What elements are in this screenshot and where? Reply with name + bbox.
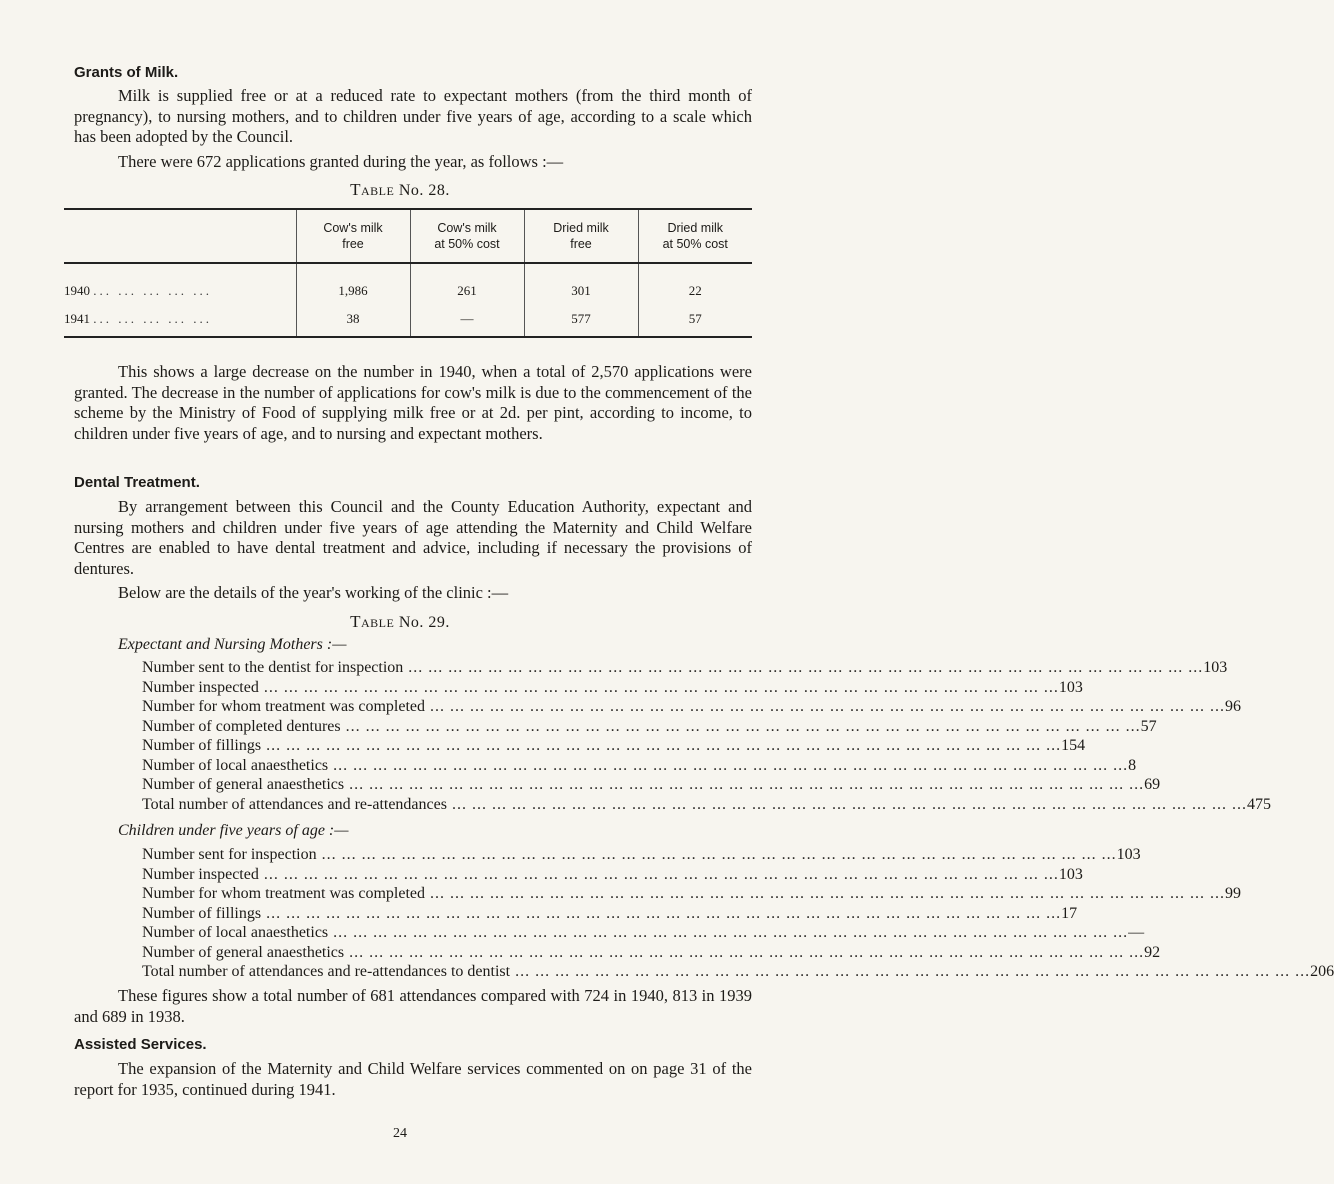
list-item — [142, 775, 1161, 795]
children-list — [142, 845, 1334, 982]
list-item — [142, 943, 1161, 963]
list-item — [142, 658, 1228, 678]
table-cell: 261 — [410, 263, 524, 305]
list-item — [142, 756, 1137, 776]
item-value: 57 — [1140, 717, 1157, 735]
header-line: Cow's milk — [323, 221, 383, 235]
table-cell: 577 — [524, 305, 638, 337]
leader-dots: ... ... ... ... ... — [93, 283, 212, 298]
grants-paragraph-3: This shows a large decrease on the number in 1940, when a total of 2,570 applications were granted. The decrease in the number of applications for cow's milk is due to the commencement of the scheme by the Ministry of Food of supplying milk free or at 2d. per pint, according to income, to children under five years of age, and to nursing and expectant mothers. — [74, 362, 752, 443]
header-blank — [64, 209, 296, 263]
item-label: Number for whom treatment was completed — [142, 698, 426, 715]
item-value: 69 — [1144, 776, 1161, 793]
table-row — [64, 263, 752, 305]
list-item — [142, 736, 1086, 756]
grants-heading: Grants of Milk. — [74, 64, 179, 81]
item-value: 96 — [1225, 698, 1242, 715]
year-cell — [64, 305, 296, 337]
list-item — [142, 845, 1141, 865]
leader-dots: ... ... ... ... ... ... ... ... ... ... ... ... ... ... ... ... ... ... ... ... ... ... ... ... ... ... ... ... ... ... ... ... ... ... ... ... ... ... ... ... — [403, 659, 1204, 676]
milk-grants-table — [64, 208, 752, 338]
table-28-caption-number: No. 28. — [398, 182, 450, 199]
header-cell — [524, 209, 638, 263]
leader-dots: ... ... ... ... ... — [93, 311, 212, 326]
list-item — [142, 962, 1334, 982]
table-header-row — [64, 209, 752, 263]
item-value: 475 — [1246, 795, 1271, 813]
item-value: 154 — [1061, 737, 1086, 754]
assisted-heading: Assisted Services. — [74, 1036, 207, 1053]
dental-paragraph-2: Below are the details of the year's working of the clinic :— — [118, 583, 509, 602]
item-label: Total number of attendances and re-attendances to dentist — [142, 963, 511, 980]
dental-paragraph-3: These figures show a total number of 681 attendances compared with 724 in 1940, 813 in 1939 and 689 in 1938. — [74, 986, 752, 1026]
table-cell: 57 — [638, 305, 752, 337]
list-item — [142, 795, 1271, 815]
grants-paragraph-2: There were 672 applications granted during the year, as follows :— — [118, 152, 564, 171]
item-value: 103 — [1116, 846, 1141, 863]
item-value: 103 — [1058, 865, 1083, 883]
header-line: Dried milk — [553, 221, 609, 235]
leader-dots: ... ... ... ... ... ... ... ... ... ... ... ... ... ... ... ... ... ... ... ... ... ... ... ... ... ... ... ... ... ... ... ... ... ... ... ... ... ... ... ... — [258, 678, 1059, 696]
year-label: 1941 — [64, 311, 90, 326]
table-cell: 301 — [524, 263, 638, 305]
grants-paragraph-1: Milk is supplied free or at a reduced rate to expectant mothers (from the third month of pregnancy), to nursing mothers, and to children under five years of age, according to a scale which has been adopted by the Council. — [74, 86, 752, 146]
item-label: Number inspected — [142, 865, 259, 883]
leader-dots: ... ... ... ... ... ... ... ... ... ... ... ... ... ... ... ... ... ... ... ... ... ... ... ... ... ... ... ... ... ... ... ... ... ... ... ... ... ... ... ... — [328, 924, 1129, 941]
table-cell: 1,986 — [296, 263, 410, 305]
item-label: Number of general anaesthetics — [142, 776, 345, 793]
item-label: Number sent to the dentist for inspection — [142, 659, 404, 676]
leader-dots: ... ... ... ... ... ... ... ... ... ... ... ... ... ... ... ... ... ... ... ... ... ... ... ... ... ... ... ... ... ... ... ... ... ... ... ... ... ... ... ... — [344, 776, 1145, 793]
year-label: 1940 — [64, 283, 90, 298]
item-value: — — [1128, 924, 1145, 941]
item-label: Number of local anaesthetics — [142, 756, 329, 774]
header-line: free — [570, 237, 592, 251]
header-line: at 50% cost — [662, 237, 728, 251]
list-item — [142, 865, 1083, 885]
item-label: Number of fillings — [142, 904, 262, 922]
item-value: 206 — [1310, 963, 1334, 980]
header-line: at 50% cost — [434, 237, 500, 251]
leader-dots: ... ... ... ... ... ... ... ... ... ... ... ... ... ... ... ... ... ... ... ... ... ... ... ... ... ... ... ... ... ... ... ... ... ... ... ... ... ... ... ... — [316, 846, 1117, 863]
mothers-list — [142, 658, 1271, 814]
list-item — [142, 904, 1078, 924]
list-item — [142, 717, 1157, 737]
header-cell — [410, 209, 524, 263]
page-number: 24 — [393, 1126, 407, 1141]
table-cell: — — [410, 305, 524, 337]
item-label: Number sent for inspection — [142, 846, 317, 863]
list-item — [142, 923, 1145, 943]
leader-dots: ... ... ... ... ... ... ... ... ... ... ... ... ... ... ... ... ... ... ... ... ... ... ... ... ... ... ... ... ... ... ... ... ... ... ... ... ... ... ... ... — [261, 737, 1062, 754]
leader-dots: ... ... ... ... ... ... ... ... ... ... ... ... ... ... ... ... ... ... ... ... ... ... ... ... ... ... ... ... ... ... ... ... ... ... ... ... ... ... ... ... — [261, 904, 1062, 922]
list-item — [142, 697, 1242, 717]
item-label: Number of completed dentures — [142, 717, 341, 735]
header-line: free — [342, 237, 364, 251]
leader-dots: ... ... ... ... ... ... ... ... ... ... ... ... ... ... ... ... ... ... ... ... ... ... ... ... ... ... ... ... ... ... ... ... ... ... ... ... ... ... ... ... — [340, 717, 1141, 735]
table-28-caption-word: Table — [350, 180, 395, 199]
dental-paragraph-1: By arrangement between this Council and the County Education Authority, expectant and nursing mothers and children under five years of age attending the Maternity and Child Welfare Centres are enabled to have dental treatment and advice, including if necessary the provisions of dentures. — [74, 497, 752, 578]
leader-dots: ... ... ... ... ... ... ... ... ... ... ... ... ... ... ... ... ... ... ... ... ... ... ... ... ... ... ... ... ... ... ... ... ... ... ... ... ... ... ... ... — [258, 865, 1059, 883]
item-label: Number of fillings — [142, 737, 262, 754]
item-value: 103 — [1203, 659, 1228, 676]
item-label: Number of general anaesthetics — [142, 943, 345, 961]
header-line: Dried milk — [667, 221, 724, 235]
leader-dots: ... ... ... ... ... ... ... ... ... ... ... ... ... ... ... ... ... ... ... ... ... ... ... ... ... ... ... ... ... ... ... ... ... ... ... ... ... ... ... ... — [425, 698, 1226, 715]
leader-dots: ... ... ... ... ... ... ... ... ... ... ... ... ... ... ... ... ... ... ... ... ... ... ... ... ... ... ... ... ... ... ... ... ... ... ... ... ... ... ... ... — [328, 756, 1129, 774]
table-cell: 22 — [638, 263, 752, 305]
item-value: 8 — [1128, 756, 1137, 774]
leader-dots: ... ... ... ... ... ... ... ... ... ... ... ... ... ... ... ... ... ... ... ... ... ... ... ... ... ... ... ... ... ... ... ... ... ... ... ... ... ... ... ... — [510, 963, 1311, 980]
item-value: 92 — [1144, 943, 1161, 961]
table-cell: 38 — [296, 305, 410, 337]
item-value: 99 — [1225, 885, 1242, 902]
table-29-caption — [0, 612, 800, 632]
header-line: Cow's milk — [437, 221, 497, 235]
table-28-caption — [0, 180, 800, 200]
leader-dots: ... ... ... ... ... ... ... ... ... ... ... ... ... ... ... ... ... ... ... ... ... ... ... ... ... ... ... ... ... ... ... ... ... ... ... ... ... ... ... ... — [446, 795, 1247, 813]
list-item — [142, 884, 1242, 904]
table-29-caption-word: Table — [350, 612, 395, 631]
leader-dots: ... ... ... ... ... ... ... ... ... ... ... ... ... ... ... ... ... ... ... ... ... ... ... ... ... ... ... ... ... ... ... ... ... ... ... ... ... ... ... ... — [344, 943, 1145, 961]
list-item — [142, 678, 1083, 698]
header-cell — [638, 209, 752, 263]
children-subheading: Children under five years of age :— — [118, 822, 349, 839]
item-label: Number of local anaesthetics — [142, 924, 329, 941]
year-cell — [64, 263, 296, 305]
item-label: Total number of attendances and re-attendances — [142, 795, 447, 813]
table-29-caption-number: No. 29. — [398, 614, 450, 631]
item-label: Number for whom treatment was completed — [142, 885, 426, 902]
item-value: 103 — [1058, 678, 1083, 696]
item-value: 17 — [1061, 904, 1078, 922]
dental-heading: Dental Treatment. — [74, 474, 200, 491]
table-row — [64, 305, 752, 337]
item-label: Number inspected — [142, 678, 259, 696]
leader-dots: ... ... ... ... ... ... ... ... ... ... ... ... ... ... ... ... ... ... ... ... ... ... ... ... ... ... ... ... ... ... ... ... ... ... ... ... ... ... ... ... — [425, 885, 1226, 902]
header-cell — [296, 209, 410, 263]
assisted-paragraph-1: The expansion of the Maternity and Child Welfare services commented on on page 31 of the report for 1935, continued during 1941. — [74, 1059, 752, 1099]
mothers-subheading: Expectant and Nursing Mothers :— — [118, 636, 347, 653]
